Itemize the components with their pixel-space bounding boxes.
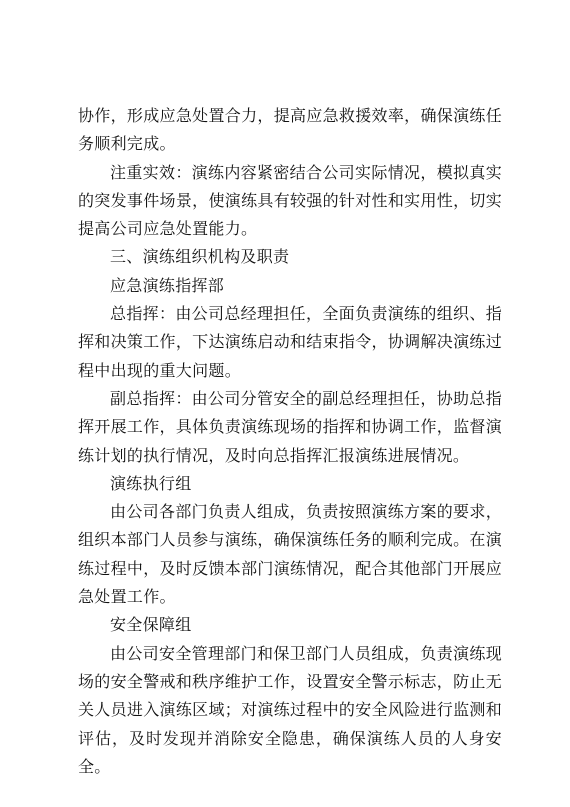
subheading-command-center: 应急演练指挥部 xyxy=(110,275,225,295)
document-body xyxy=(78,102,502,781)
paragraph-deputy-commander: 副总指挥：由公司分管安全的副总经理担任，协助总指挥开展工作，具体负责演练现场的指挥和协调工作，监督演练计划的执行情况，及时向总指挥汇报演练进展情况。 xyxy=(78,388,502,465)
section-heading-organization: 三、演练组织机构及职责 xyxy=(110,247,290,267)
subheading-execution-group: 演练执行组 xyxy=(110,473,192,493)
paragraph-execution-group: 由公司各部门负责人组成，负责按照演练方案的要求，组织本部门人员参与演练，确保演练任务的顺利完成。在演练过程中，及时反馈本部门演练情况，配合其他部门开展应急处置工作。 xyxy=(78,502,502,607)
paragraph-safety-group: 由公司安全管理部门和保卫部门人员组成，负责演练现场的安全警戒和秩序维护工作，设置安全警示标志，防止无关人员进入演练区域；对演练过程中的安全风险进行监测和评估，及时发现并消除安全隐患，确保演练人员的人身安全。 xyxy=(78,643,502,776)
subheading-safety-group: 安全保障组 xyxy=(110,615,192,635)
paragraph-general-commander: 总指挥：由公司总经理担任，全面负责演练的组织、指挥和决策工作，下达演练启动和结束指令，协调解决演练过程中出现的重大问题。 xyxy=(78,304,502,380)
paragraph-continuation: 协作，形成应急处置合力，提高应急救援效率，确保演练任务顺利完成。 xyxy=(78,106,502,154)
paragraph-practical-effect: 注重实效：演练内容紧密结合公司实际情况，模拟真实的突发事件场景，使演练具有较强的针对性和实用性，切实提高公司应急处置能力。 xyxy=(78,162,502,239)
